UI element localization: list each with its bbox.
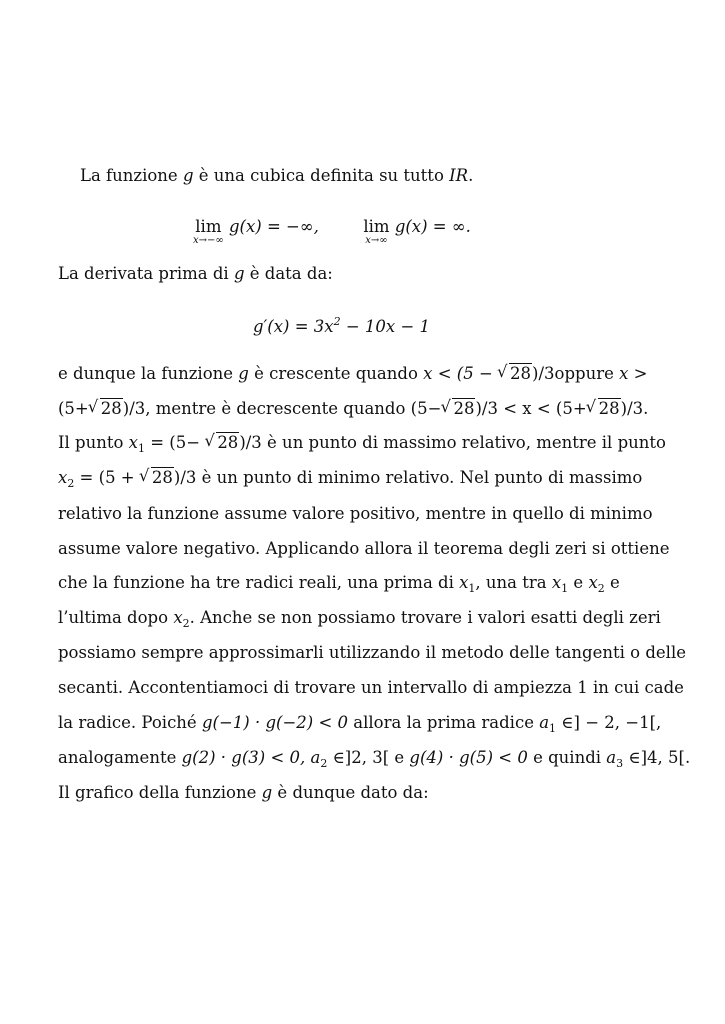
limit-right: lim x→∞ [363, 217, 390, 246]
paragraph-line-1: e dunque la funzione g è crescente quando x < (5 − √ 28)/3 oppure x > [58, 364, 610, 384]
paragraph-line-6: assume valore negativo. Applicando allora il teorema degli zeri si ottiene [58, 539, 670, 558]
paragraph-line-7: che la funzione ha tre radici reali, una prima di $x_1$, una tra $x_1$ e $x_2$ e [58, 573, 620, 595]
limits-equation: lim x→−∞ g(x) = −∞, lim x→∞ g(x) = ∞. [193, 217, 471, 246]
paragraph-line-4: $x_2 = (5$ + √ 28)/3 è un punto di minimo relativo. Nel punto di massimo [58, 468, 610, 494]
derivative-formula: $g'(x) = 3x^2 - 10x - 1$ [253, 315, 431, 336]
paragraph-line-8: l’ultima dopo $x_2$. Anche se non possiamo trovare i valori esatti degli zeri [58, 608, 661, 630]
paragraph-line-11: la radice. Poiché g(−1) · g(−2) < 0 allora la prima radice $a_1$ ∈] − 2, −1[, [58, 713, 662, 735]
paragraph-line-9: possiamo sempre approssimarli utilizzando il metodo delle tangenti o delle [58, 643, 686, 662]
sqrt-symbol: √ 28 [498, 364, 532, 384]
reals-symbol: IR [449, 166, 469, 185]
sqrt-symbol: √ 28 [140, 468, 174, 488]
sqrt-symbol: √ 28 [587, 399, 621, 419]
paragraph-line-3: Il punto $x_1 = (5-$ √ 28)/3 è un punto di massimo relativo, mentre il punto [58, 433, 610, 459]
limit-left: lim x→−∞ [193, 217, 224, 246]
paragraph-line-2: (5+√ 28)/3, mentre è decrescente quando (5−√ 28)/3 < x < (5+√ 28)/3. [58, 399, 610, 419]
paragraph-line-12: analogamente g(2) · g(3) < 0, $a_2$ ∈]2, 3[ e g(4) · g(5) < 0 e quindi $a_3$ ∈]4, 5[. [58, 748, 691, 770]
paragraph-line-5: relativo la funzione assume valore positivo, mentre in quello di minimo [58, 504, 653, 523]
sqrt-symbol: √ 28 [205, 433, 239, 453]
sqrt-symbol: √ 28 [89, 399, 123, 419]
intro-line: La funzione g è una cubica definita su tutto IR. [80, 166, 474, 185]
sqrt-symbol: √ 28 [441, 399, 475, 419]
derivative-intro: La derivata prima di g è data da: [58, 264, 333, 283]
paragraph-line-10: secanti. Accontentiamoci di trovare un intervallo di ampiezza 1 in cui cade [58, 678, 684, 697]
paragraph-line-13: Il grafico della funzione g è dunque dato da: [58, 783, 429, 802]
